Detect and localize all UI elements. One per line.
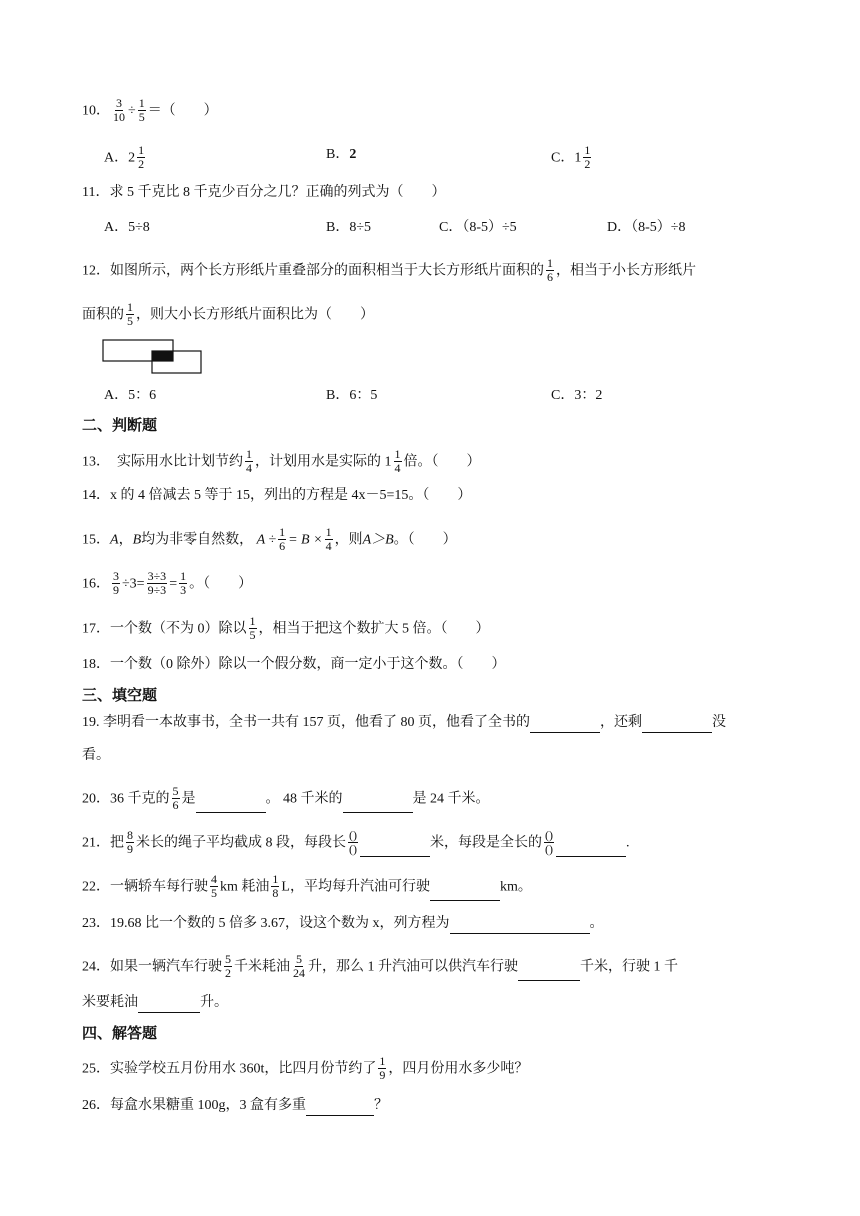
question-text: ？ <box>374 1098 388 1113</box>
question-text: 米要耗油 <box>82 995 138 1010</box>
answer-blank[interactable] <box>430 884 500 901</box>
option-b: B．6：5 <box>326 388 378 403</box>
denominator: 6 <box>279 539 286 553</box>
numerator: 3 <box>116 96 122 110</box>
numerator: 1 <box>325 525 332 539</box>
question-text: km。 <box>499 879 532 895</box>
numerator: 1 <box>180 569 187 583</box>
denominator: 4 <box>394 461 401 475</box>
fraction <box>325 526 333 553</box>
numerator: 1 <box>394 447 401 461</box>
option-c <box>551 145 593 172</box>
answer-blank[interactable] <box>138 996 200 1013</box>
denominator: () <box>349 842 357 856</box>
numerator: 1 <box>379 1054 386 1068</box>
fraction <box>292 953 306 980</box>
numerator: 1 <box>272 872 279 886</box>
option-a <box>104 145 147 172</box>
question-25 <box>82 1056 790 1083</box>
numerator: 1 <box>547 256 553 270</box>
denominator: 9 <box>379 1068 386 1082</box>
question-22 <box>82 874 790 901</box>
answer-blank[interactable] <box>196 796 266 813</box>
numerator: 5 <box>225 952 231 966</box>
question-text: ，四月份用水多少吨？ <box>388 1061 529 1077</box>
option-c: C．（8-5）÷5 <box>439 220 517 235</box>
fraction <box>179 570 187 597</box>
numerator: 1 <box>138 96 145 110</box>
question-text: 13． 实际用水比计划节约 <box>82 454 243 470</box>
section-heading: 四、解答题 <box>82 1024 158 1042</box>
fraction <box>271 873 279 900</box>
answer-blank[interactable] <box>556 840 626 857</box>
question-text: ，则 <box>334 532 363 548</box>
option-label: A．2 <box>104 150 136 166</box>
question-text: 升，那么 1 升汽油可以供汽车行驶 <box>308 959 518 975</box>
question-text: 21．把 <box>82 835 124 851</box>
answer-blank[interactable] <box>518 964 580 981</box>
option-a: A．5÷8 <box>104 220 150 235</box>
option-c: C．3：2 <box>551 388 603 403</box>
question-21 <box>82 830 790 857</box>
option-label: C．1 <box>551 150 582 166</box>
question-16 <box>82 571 790 598</box>
question-19-cont: 看。 <box>82 748 110 763</box>
denominator: 5 <box>138 110 145 124</box>
question-14: 14．x 的 4 倍减去 5 等于 15，列出的方程是 4x－5=15。（ ） <box>82 488 472 503</box>
question-text: 。 48 千米的 <box>265 791 343 807</box>
question-text: 12．如图所示，两个长方形纸片重叠部分的面积相当于大长方形纸片面积的 <box>82 263 544 279</box>
numerator: 3÷3 <box>147 569 167 583</box>
question-18: 18．一个数（0 除外）除以一个假分数，商一定小于这个数。（ ） <box>82 657 506 672</box>
numerator: 4 <box>211 872 217 886</box>
question-tail: ＝（ ） <box>147 103 218 119</box>
question-text: 千米耗油 <box>234 959 290 975</box>
question-text: 。 <box>589 916 604 931</box>
question-text: km 耗油 <box>220 879 270 895</box>
question-text: 22．一辆轿车每行驶 <box>82 879 208 895</box>
question-text: 千米，行驶 1 千 <box>580 959 678 975</box>
numerator: 1 <box>249 614 256 628</box>
denominator: 9÷3 <box>147 583 167 597</box>
fraction <box>172 785 180 812</box>
denominator: 9 <box>113 583 119 597</box>
numerator: 3 <box>113 569 119 583</box>
answer-blank[interactable] <box>343 796 413 813</box>
variable-b: B <box>132 532 142 548</box>
numerator: 8 <box>127 828 133 842</box>
question-text: 是 <box>181 791 196 807</box>
question-text: 24．如果一辆汽车行驶 <box>82 959 222 975</box>
question-24-cont <box>82 993 790 1013</box>
answer-blank[interactable] <box>306 1099 374 1116</box>
question-text: ，则大小长方形纸片面积比为（ ） <box>136 307 374 323</box>
denominator: 6 <box>547 270 553 284</box>
denominator: 6 <box>172 798 179 812</box>
question-text: 。（ ） <box>189 576 253 592</box>
question-text: L，平均每升汽油可行驶 <box>281 879 430 895</box>
fraction <box>224 953 232 980</box>
question-text: 倍。（ ） <box>403 454 481 470</box>
option-b <box>326 145 356 165</box>
question-text: 米，每段是全长的 <box>430 835 542 851</box>
fraction-placeholder[interactable] <box>348 829 358 856</box>
fraction <box>112 97 126 124</box>
numerator: 1 <box>584 143 591 157</box>
separator: ， <box>118 532 133 548</box>
question-text: . <box>626 835 630 851</box>
section-heading: 二、判断题 <box>82 416 158 434</box>
numerator: 1 <box>246 447 252 461</box>
question-13 <box>82 449 790 476</box>
numerator: () <box>349 828 357 842</box>
question-text: 面积的 <box>82 307 124 323</box>
question-number: 10． <box>82 103 110 119</box>
fraction <box>245 448 253 475</box>
fraction <box>112 570 120 597</box>
numerator: 1 <box>138 143 145 157</box>
operator: ÷ <box>128 103 136 119</box>
answer-blank[interactable] <box>642 716 712 733</box>
question-text: 米长的绳子平均截成 8 段，每段长 <box>136 835 346 851</box>
question-text: 均为非零自然数， <box>141 532 254 548</box>
numerator: 1 <box>127 300 133 314</box>
denominator: 2 <box>584 157 591 171</box>
equation-part: A ÷ <box>256 532 277 548</box>
fraction <box>278 526 286 553</box>
overlap-region <box>152 351 173 361</box>
question-10 <box>82 98 790 125</box>
denominator: 4 <box>325 539 332 553</box>
expression: ÷3= <box>122 576 145 592</box>
question-15 <box>82 527 790 554</box>
question-number: 15． <box>82 532 110 548</box>
numerator: 5 <box>296 952 302 966</box>
numerator: () <box>545 828 553 842</box>
answer-blank[interactable] <box>360 840 430 857</box>
question-24 <box>82 954 790 981</box>
fraction <box>147 570 168 597</box>
fraction <box>210 873 218 900</box>
question-12 <box>82 258 790 285</box>
option-d: D．（8-5）÷8 <box>607 220 686 235</box>
question-text: 升。 <box>200 995 228 1010</box>
denominator: 2 <box>225 966 231 980</box>
denominator: 24 <box>293 966 305 980</box>
question-text: ，还剩 <box>600 715 642 730</box>
question-text: 23．19.68 比一个数的 5 倍多 3.67，设这个数为 x，列方程为 <box>82 916 450 931</box>
question-text: 20．36 千克的 <box>82 791 170 807</box>
comparison: A＞B <box>362 532 394 548</box>
question-text: 17．一个数（不为 0）除以 <box>82 621 247 637</box>
denominator: 5 <box>249 628 256 642</box>
numerator: 5 <box>172 784 179 798</box>
question-text: 是 24 千米。 <box>412 791 490 807</box>
fraction <box>378 1055 386 1082</box>
question-20 <box>82 786 790 813</box>
denominator: 2 <box>138 157 145 171</box>
question-17 <box>82 616 790 643</box>
denominator: 9 <box>127 842 133 856</box>
question-11: 11．求 5 千克比 8 千克少百分之几？正确的列式为（ ） <box>82 185 446 200</box>
section-heading: 三、填空题 <box>82 686 158 704</box>
fraction <box>137 144 145 171</box>
answer-blank[interactable] <box>450 917 590 934</box>
question-text: ，相当于小长方形纸片 <box>556 263 696 279</box>
fraction-placeholder[interactable] <box>544 829 554 856</box>
fraction <box>126 829 134 856</box>
answer-blank[interactable] <box>530 716 600 733</box>
question-text: 。（ ） <box>393 532 457 548</box>
option-label: B． <box>326 147 350 162</box>
question-text: 19. 李明看一本故事书，全书一共有 157 页，他看了 80 页，他看了全书的 <box>82 715 530 730</box>
denominator: 4 <box>246 461 252 475</box>
denominator: 3 <box>180 583 187 597</box>
question-number: 16． <box>82 576 110 592</box>
rectangles-figure <box>102 336 202 374</box>
fraction <box>583 144 591 171</box>
denominator: () <box>545 842 553 856</box>
denominator: 10 <box>113 110 125 124</box>
numerator: 1 <box>279 525 286 539</box>
fraction <box>546 257 554 284</box>
denominator: 5 <box>211 886 217 900</box>
question-text: ，相当于把这个数扩大 5 倍。（ ） <box>258 621 490 637</box>
fraction <box>126 301 134 328</box>
question-text: ，计划用水是实际的 1 <box>255 454 392 470</box>
question-text: 没 <box>712 715 726 730</box>
option-value: 2 <box>349 147 357 162</box>
question-12-cont <box>82 302 790 329</box>
equation-part: = B × <box>288 532 323 548</box>
question-26 <box>82 1096 790 1116</box>
expression: = <box>169 576 178 592</box>
fraction <box>138 97 146 124</box>
option-a: A．5：6 <box>104 388 157 403</box>
question-23 <box>82 914 790 934</box>
denominator: 8 <box>272 886 279 900</box>
denominator: 5 <box>127 314 133 328</box>
option-b: B．8÷5 <box>326 220 372 235</box>
variable-a: A <box>110 532 119 548</box>
fraction <box>249 615 257 642</box>
fraction <box>394 448 402 475</box>
question-19 <box>82 713 790 733</box>
question-text: 25．实验学校五月份用水 360t，比四月份节约了 <box>82 1061 377 1077</box>
question-text: 26．每盒水果糖重 100g，3 盒有多重 <box>82 1098 306 1113</box>
